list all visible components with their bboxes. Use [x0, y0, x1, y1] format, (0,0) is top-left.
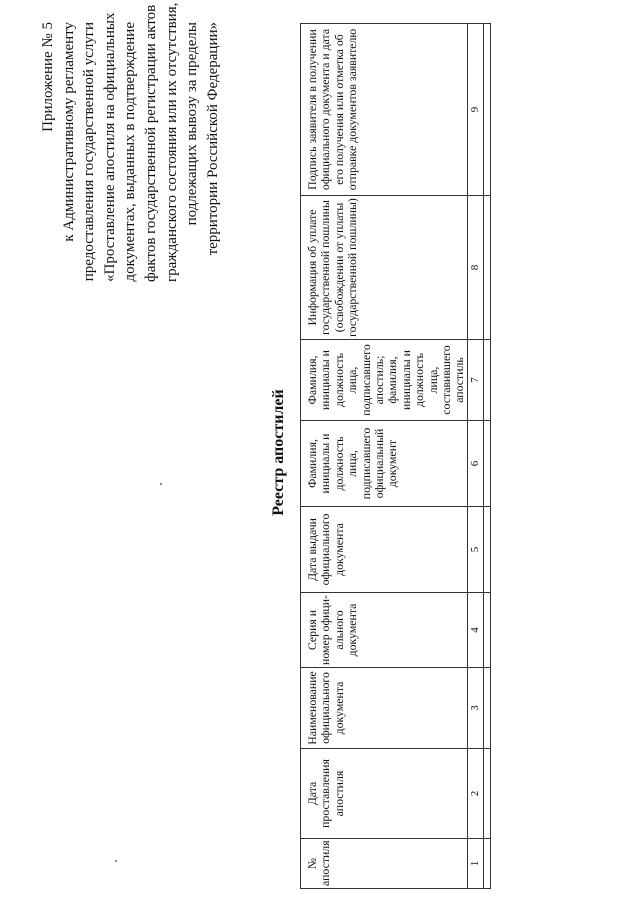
column-header: № апостиля [301, 839, 468, 889]
empty-cell [483, 593, 490, 668]
appendix-line: территории Российской Федерации» [204, 22, 221, 256]
column-number: 3 [467, 668, 483, 749]
column-number: 5 [467, 507, 483, 593]
appendix-line: гражданского состояния или их отсутствия, [163, 2, 180, 282]
empty-cell [483, 507, 490, 593]
column-header: Наименование официального документа [301, 668, 468, 749]
column-number: 7 [467, 340, 483, 421]
column-number: 4 [467, 593, 483, 668]
appendix-line: документах, выданных в подтверждение [122, 22, 139, 282]
column-number: 6 [467, 421, 483, 507]
column-header: Подпись заявителя в получении официального документа и дата его получения или отметка об отправке документов заявителю [301, 24, 468, 196]
column-header: Серия и номер офици-ального документа [301, 593, 468, 668]
header-row [301, 24, 468, 889]
apostille-registry-table [300, 23, 491, 889]
column-number: 1 [467, 839, 483, 889]
appendix-line: Приложение № 5 [40, 22, 56, 132]
appendix-line: к Административному регламенту [60, 22, 77, 242]
page-title: Реестр апостилей [270, 389, 287, 516]
empty-cell [483, 340, 490, 421]
appendix-line: фактов государственной регистрации актов [142, 4, 159, 282]
scan-speck [160, 483, 162, 485]
column-header: Фамилия, инициалы и должность лица, подписавшего официальный документ [301, 421, 468, 507]
empty-cell [483, 24, 490, 196]
appendix-line: предоставления государственной услуги [81, 22, 98, 282]
column-number: 9 [467, 24, 483, 196]
column-number-row [467, 24, 483, 889]
scan-speck [115, 860, 117, 862]
column-header: Дата выдачи официального документа [301, 507, 468, 593]
empty-cell [483, 196, 490, 340]
appendix-line: подлежащих вывозу за пределы [184, 22, 201, 226]
appendix-note [38, 2, 223, 282]
column-number: 8 [467, 196, 483, 340]
column-header: Дата проставления апостиля [301, 749, 468, 839]
appendix-line: «Проставление апостиля на официальных [101, 12, 118, 282]
column-header: Фамилия, инициалы и должность лица, подписавшего апостиль; фамилия, инициалы и должность лица, составившего апостиль [301, 340, 468, 421]
column-number: 2 [467, 749, 483, 839]
column-header: Информация об уплате государственной пошлины (освобождении от уплаты государственной пошлины) [301, 196, 468, 340]
empty-cell [483, 749, 490, 839]
empty-row [483, 24, 490, 889]
empty-cell [483, 839, 490, 889]
empty-cell [483, 668, 490, 749]
empty-cell [483, 421, 490, 507]
